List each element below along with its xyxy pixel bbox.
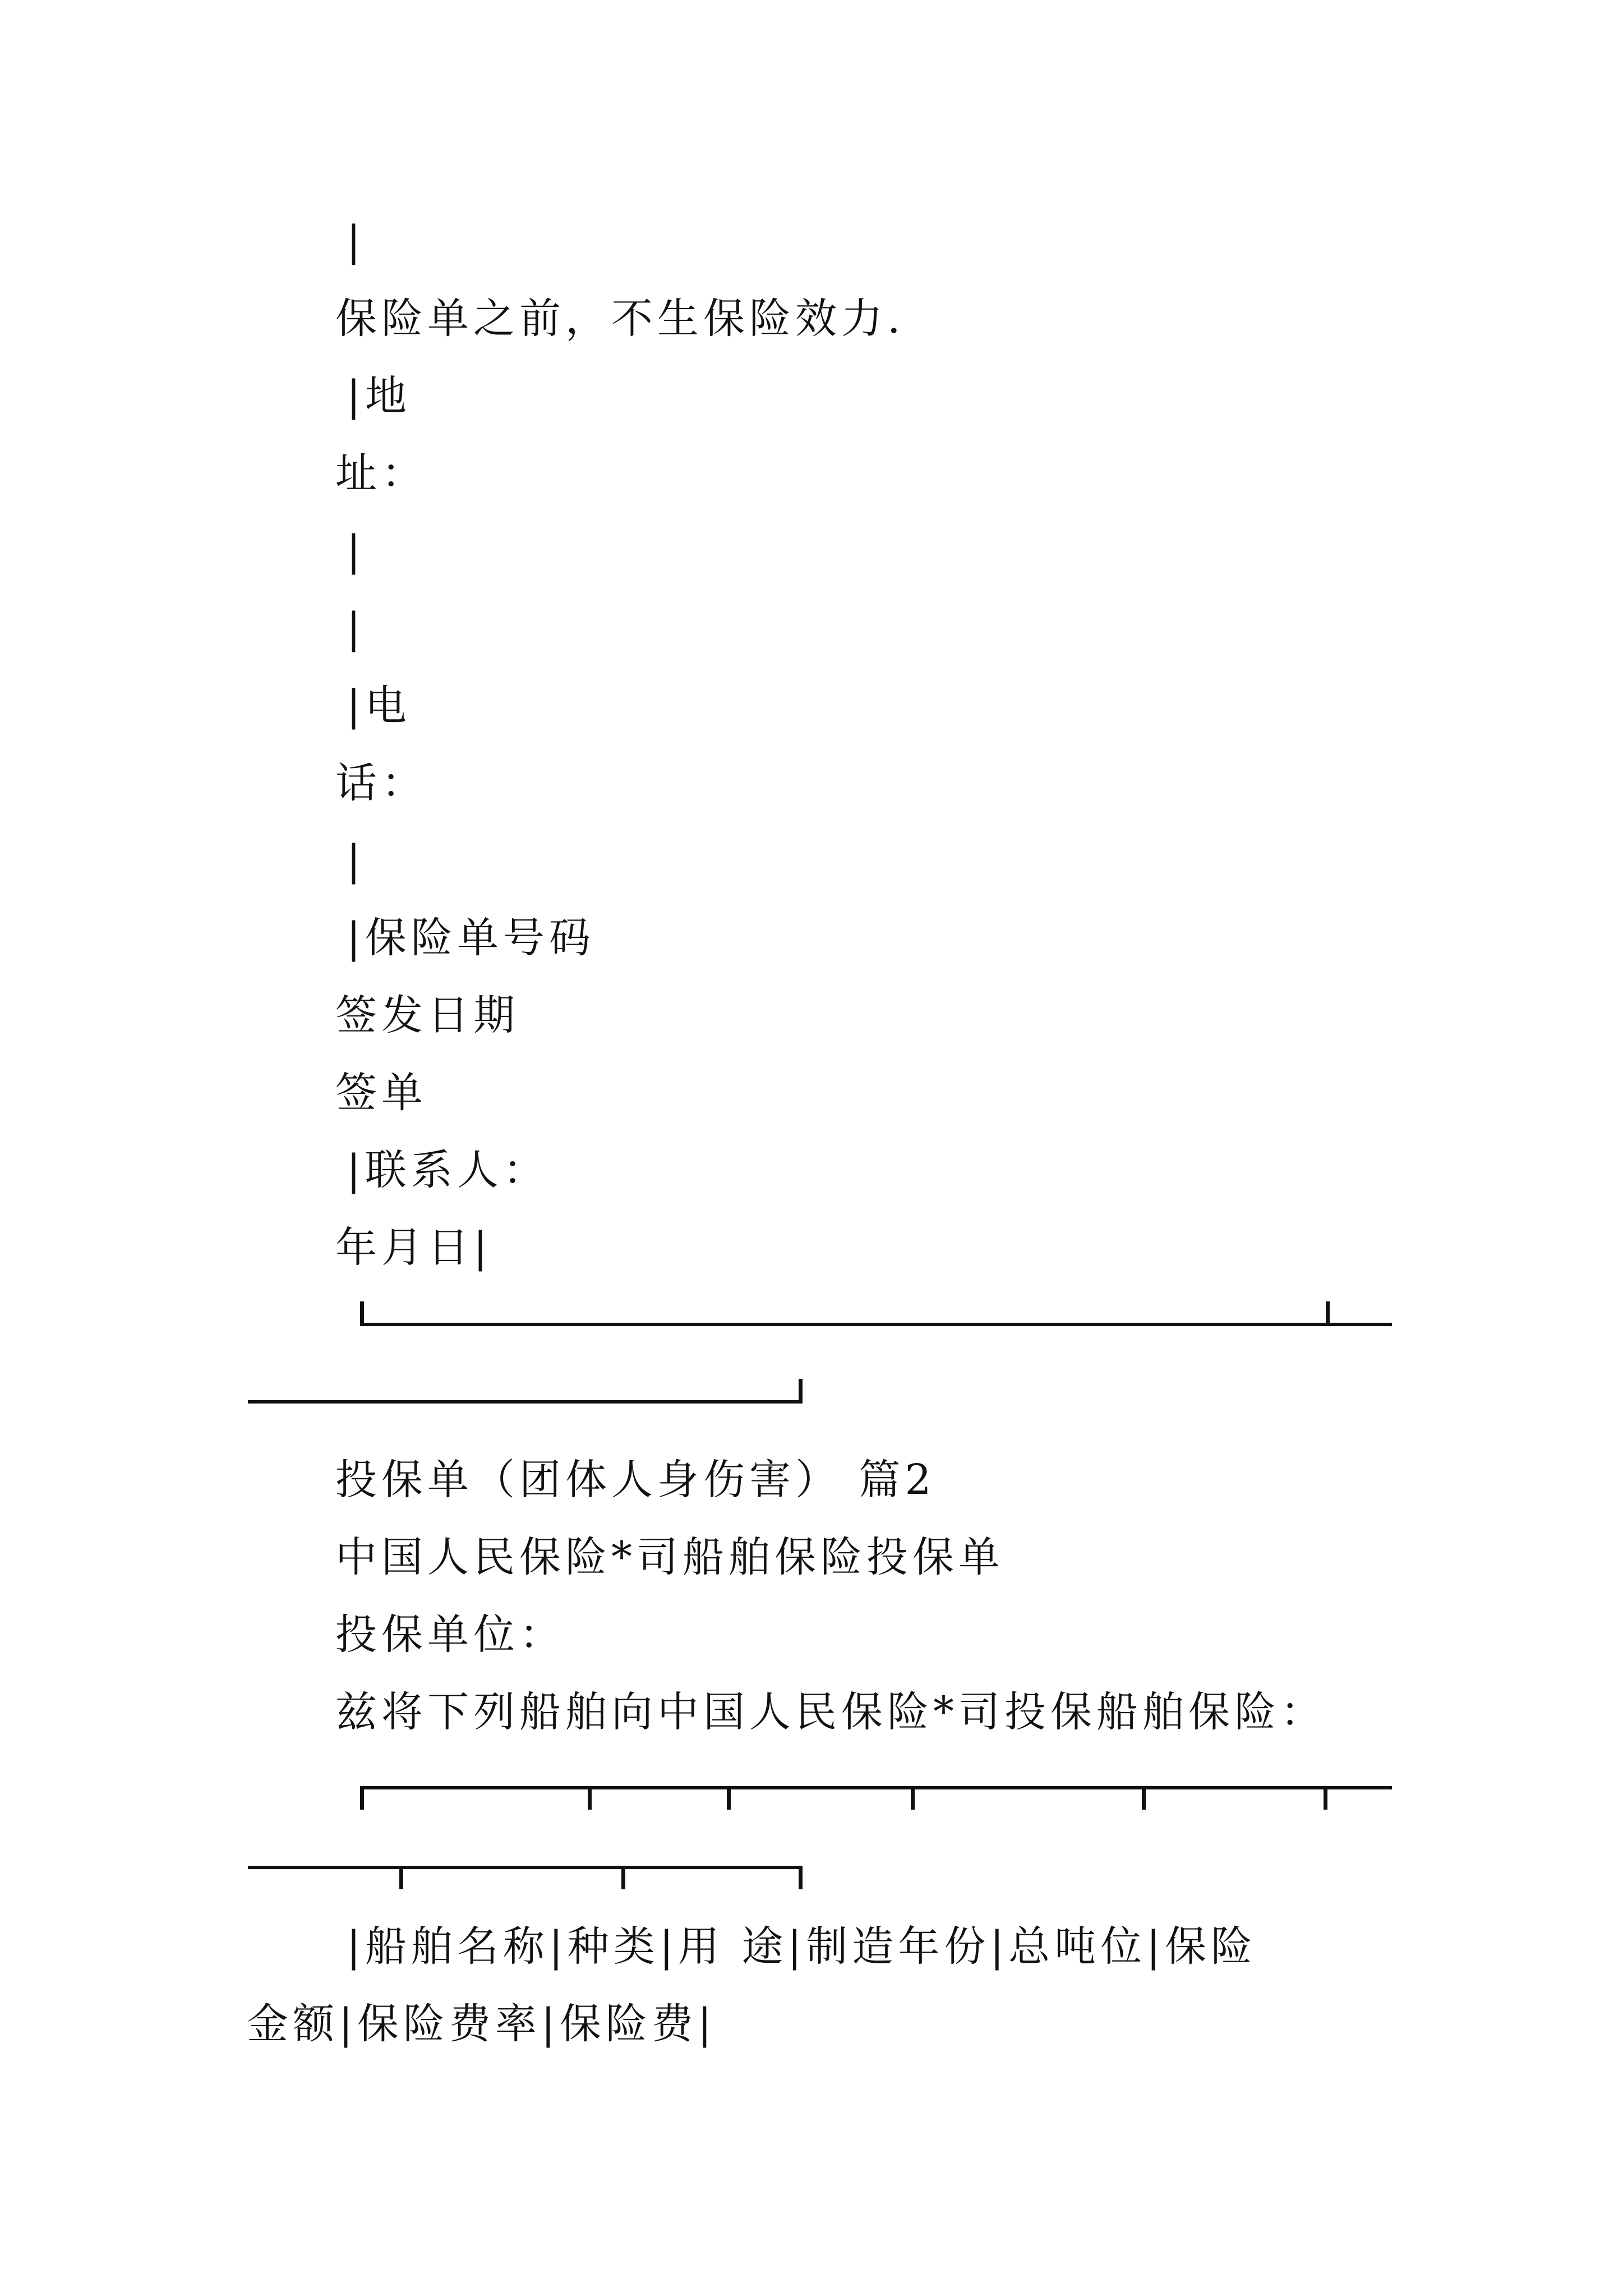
applicant-label: 投保单位： — [335, 1611, 565, 1659]
table-header-row: |船舶名称|种类|用 途|制造年份|总吨位|保险 — [347, 1922, 1257, 1971]
address-label-end: 址： — [335, 449, 427, 498]
table-bottom-border — [0, 1290, 1623, 1419]
form-title: 中国人民保险*司船舶保险投保单 — [335, 1533, 1004, 1581]
contact-person-label: |联系人： — [347, 1146, 549, 1194]
table-border-line: | — [347, 604, 365, 652]
policy-effect-note: 保险单之前，不生保险效力. — [335, 295, 905, 343]
intro-text: 兹将下列船舶向中国人民保险*司投保船舶保险： — [335, 1688, 1326, 1736]
phone-label-start: |电 — [347, 682, 411, 730]
date-label: 年月日| — [335, 1223, 492, 1272]
address-label-start: |地 — [347, 372, 411, 420]
table-border-line: | — [347, 217, 365, 265]
section-heading: 投保单（团体人身伤害） 篇2 — [335, 1456, 936, 1504]
table-top-border — [0, 1761, 1623, 1896]
policy-number-label: |保险单号码 — [347, 914, 595, 962]
table-border-line: | — [347, 836, 365, 885]
signing-label: 签单 — [335, 1069, 427, 1117]
table-border-line: | — [347, 527, 365, 575]
phone-label-end: 话： — [335, 759, 427, 807]
issue-date-label: 签发日期 — [335, 991, 519, 1039]
table-header-row-continued: 金额|保险费率|保险费| — [247, 2000, 716, 2048]
